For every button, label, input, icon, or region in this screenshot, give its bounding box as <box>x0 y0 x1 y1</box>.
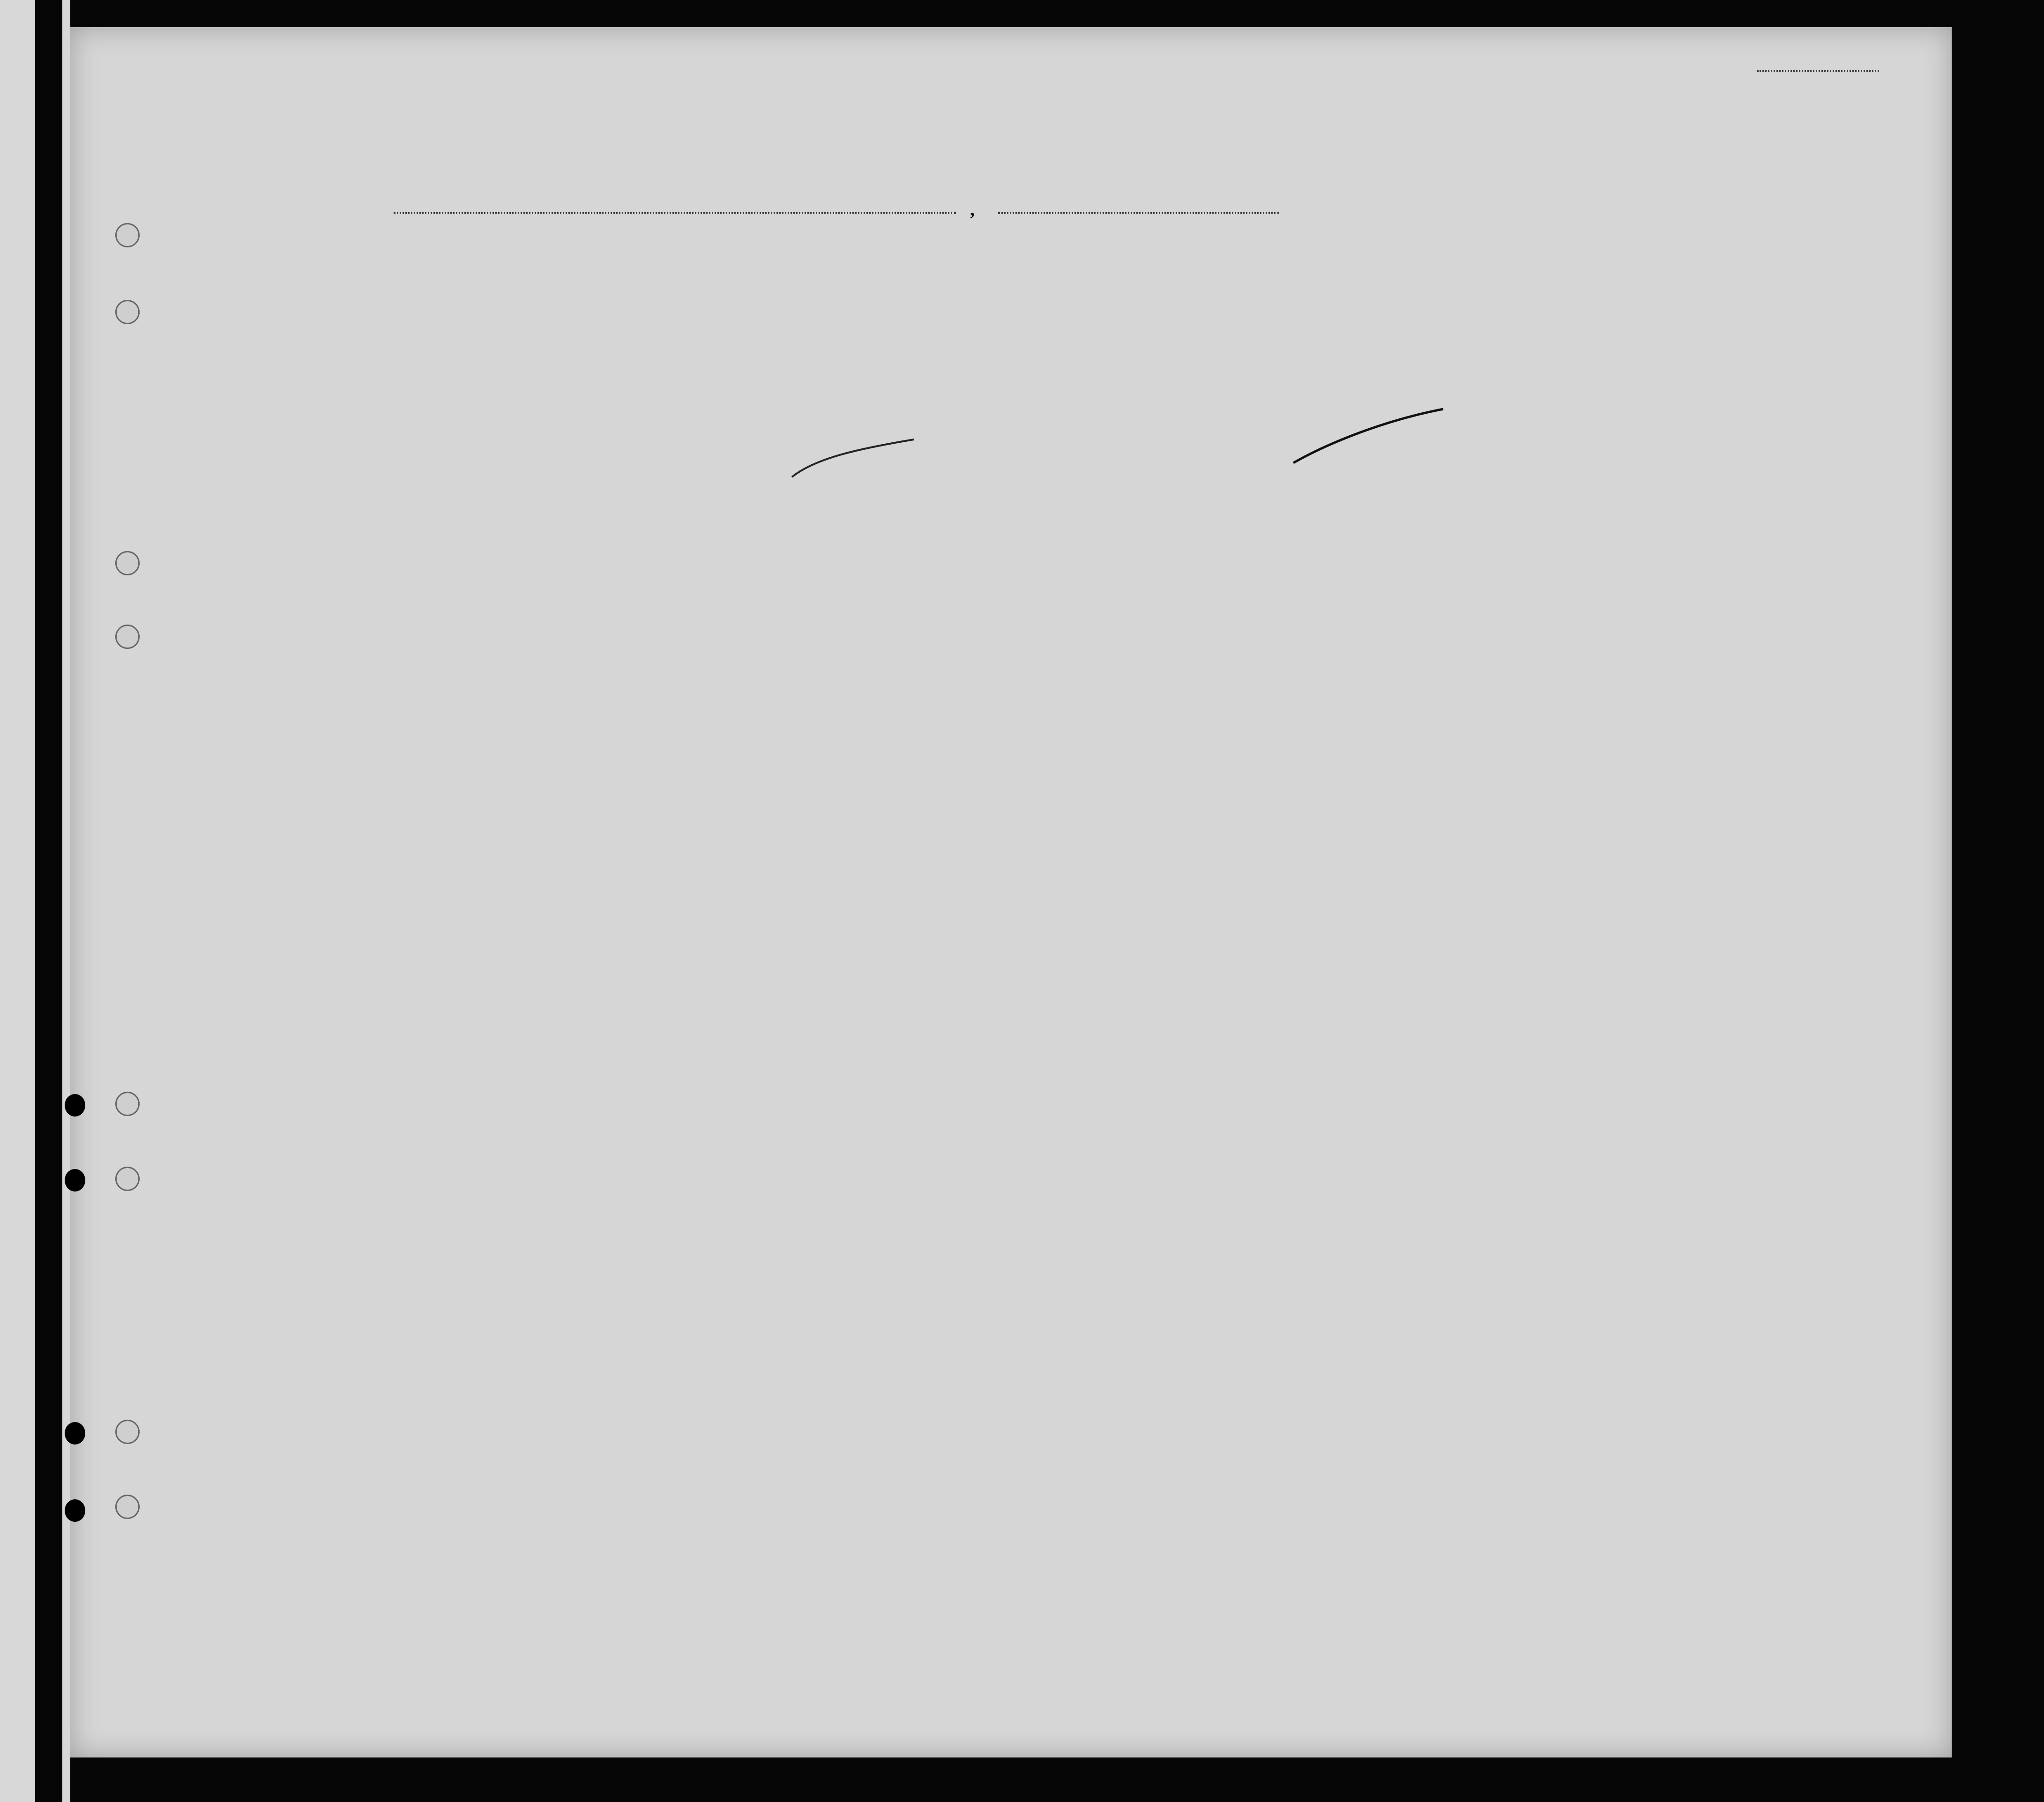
book-binding <box>35 0 62 1802</box>
punch-hole <box>115 551 140 575</box>
binding-hole <box>65 1094 85 1117</box>
binding-hole <box>65 1422 85 1445</box>
comma: , <box>970 199 975 220</box>
punch-hole <box>115 1167 140 1191</box>
punch-hole <box>115 1420 140 1444</box>
punch-hole <box>115 625 140 649</box>
punch-hole <box>115 1495 140 1519</box>
punch-hole <box>115 1092 140 1116</box>
handwritten-stroke <box>787 430 918 482</box>
table-grid <box>70 27 1952 1757</box>
binding-hole <box>65 1499 85 1522</box>
punch-hole <box>115 300 140 324</box>
punch-hole <box>115 223 140 247</box>
handwritten-check <box>1289 407 1448 468</box>
binding-hole <box>65 1169 85 1191</box>
manifest-sheet <box>70 27 1952 1757</box>
